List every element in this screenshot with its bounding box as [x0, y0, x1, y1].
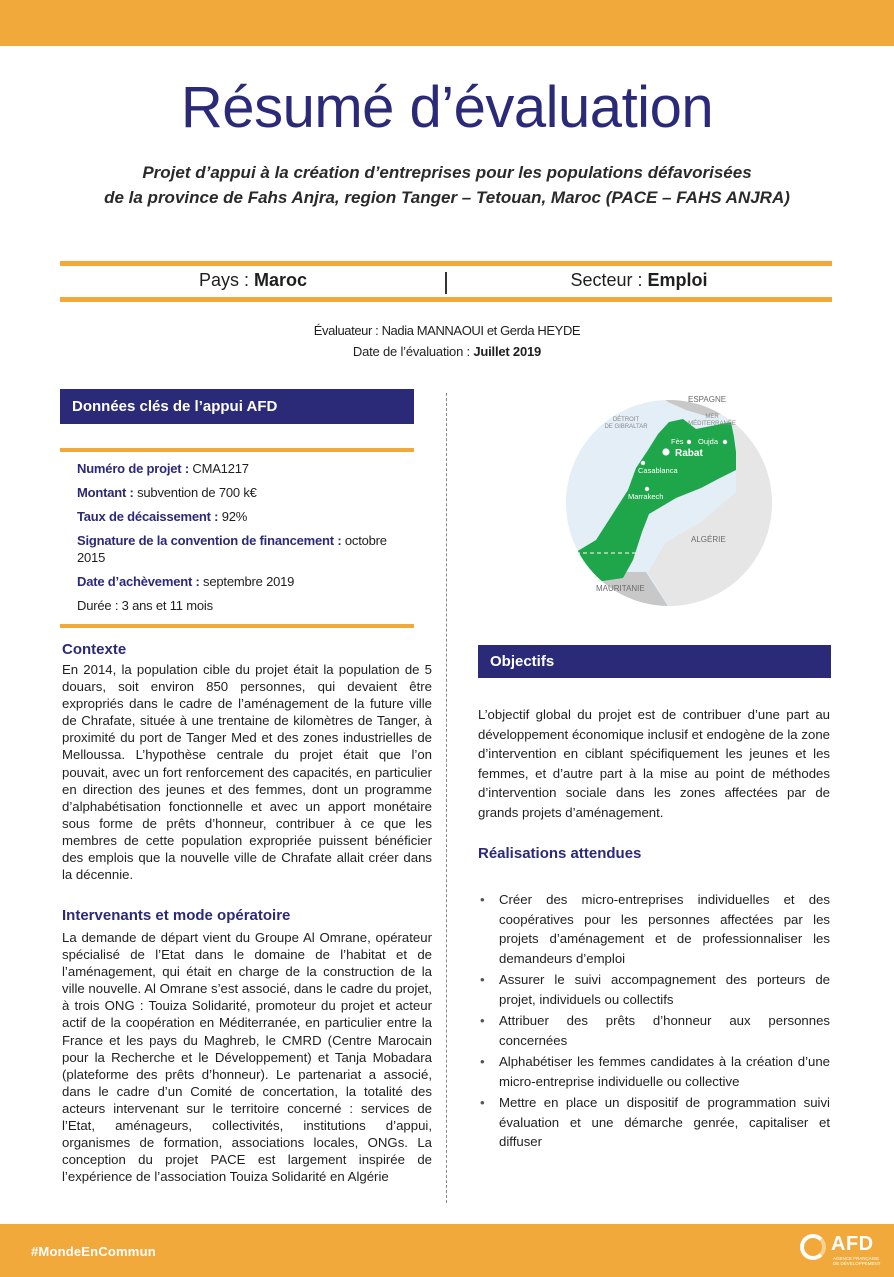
morocco-map [536, 372, 802, 634]
key-data-list [77, 460, 397, 621]
objectives-text: L’objectif global du projet est de contribuer d’une part au développement économique inclusif et endogène de la zone d’intervention en ciblant spécifiquement les jeunes et les femmes, et d’autre part à la mise au point de méthodes d’intervention sociale dans les zones affectées par de grands projets d’aménagement. [478, 707, 830, 820]
meta-rule-bottom [60, 297, 832, 302]
column-separator [446, 393, 447, 1203]
sector-label: Secteur : [570, 270, 648, 290]
page-title: Résumé d’évaluation [180, 75, 714, 140]
results-list [478, 890, 830, 1154]
map-label-detroit-1: DÉTROIT [612, 417, 640, 423]
key-data-value: subvention de 700 k€ [137, 485, 257, 500]
list-item: • Créer des micro-entreprises individuelles et des coopératives pour les personnes affectées par les projets d’aménagement et de professionnaliser les demandeurs d’emploi [478, 890, 830, 968]
key-data-value: 92% [221, 509, 248, 524]
map-label-rabat: Rabat [675, 448, 703, 459]
subtitle-line-1: Projet d’appui à la création d’entreprises pour les populations défavorisées [142, 163, 752, 182]
map-label-detroit-2: DE GIBRALTAR [604, 424, 648, 430]
map-label-mer-2: MÉDITERRANÉE [688, 421, 736, 427]
meta-rule-top [60, 261, 832, 266]
key-data-rule-top [60, 448, 414, 452]
key-data-key: Date d’achèvement : [77, 574, 204, 589]
results-heading: Réalisations attendues [478, 845, 642, 862]
key-data-value: CMA1217 [192, 461, 249, 476]
map-label-espagne: ESPAGNE [688, 395, 727, 404]
map-label-oujda: Oujda [698, 437, 719, 446]
map-label-marrakech: Marrakech [628, 492, 664, 501]
city-dot-rabat [662, 448, 669, 455]
list-item: • Alphabétiser les femmes candidates à la création d’une micro-entreprise individuelle ou collective [478, 1052, 830, 1091]
key-data-row [77, 597, 397, 614]
objectives-header: Objectifs [478, 645, 831, 678]
key-data-header: Données clés de l’appui AFD [60, 389, 414, 424]
key-data-key: Signature de la convention de financement : [77, 533, 345, 548]
map-label-casablanca: Casablanca [638, 466, 678, 475]
list-item: • Attribuer des prêts d’honneur aux personnes concernées [478, 1011, 830, 1050]
context-heading: Contexte [62, 641, 127, 658]
footer-hashtag: #MondeEnCommun [31, 1244, 156, 1259]
map-label-algerie: ALGÉRIE [691, 535, 726, 544]
key-data-key: Taux de décaissement : [77, 509, 222, 524]
country-label: Pays : [198, 270, 254, 290]
country-value: Maroc [254, 270, 308, 290]
key-data-rule-bottom [60, 624, 414, 628]
key-data-key: Numéro de projet : [77, 461, 193, 476]
key-data-row [77, 532, 397, 566]
actors-heading: Intervenants et mode opératoire [62, 907, 291, 924]
top-banner [0, 0, 894, 46]
evaluation-date-label: Date de l’évaluation : [352, 344, 474, 359]
key-data-row [77, 573, 397, 590]
sector-field [446, 270, 832, 291]
actors-text: La demande de départ vient du Groupe Al Omrane, opérateur spécialisé de l’Etat dans le domaine de l’habitat et de l’aménagement, qui était en charge de la construction de la ville nouvelle. Al Omrane s’est associé, dans le cadre du projet, à trois ONG : Touiza Solidarité, promoteur du projet et acteur actif de la coopération en Méditerranée, en particulier entre la France et les pays du Maghreb, le CMRD (Centre Marocain pour la Recherche et le Développement) et Tanja Mobadara (plateforme des prêts d’honneur). Le partenariat a associé, dans le cadre d’un Comité de concertation, la totalité des acteurs intervenant sur le territoire concerné : services de l’Etat, aménageurs, collectivités, institutions d’appui, organismes de formation, associations locales, ONGs. La conception du projet PACE est largement inspirée de l’expérience de l’association Touiza Solidarité en Algérie [62, 930, 432, 1185]
map-label-mauritanie: MAURITANIE [596, 584, 645, 593]
country-field [60, 270, 446, 291]
key-data-value: octobre 2015 [77, 533, 387, 565]
sector-value: Emploi [647, 270, 708, 290]
city-dot-marrakech [645, 487, 649, 491]
key-data-row [77, 460, 397, 477]
list-item: • Mettre en place un dispositif de programmation suivi évaluation et une démarche genrée, capitaliser et diffuser [478, 1093, 830, 1152]
key-data-value: Durée : 3 ans et 11 mois [77, 598, 213, 613]
context-text: En 2014, la population cible du projet était la population de 5 douars, soit environ 850 personnes, qui devaient être expropriés dans le cadre de l’aménagement de la future ville de Chrafate, située à une trentaine de kilomètres de Tanger, à proximité du port de Tanger Med et des zones industrielles de Melloussa. L’hypothèse centrale du projet était que l’on pouvait, avec un fort renforcement des capacités, en particulier en direction des jeunes et des femmes, dont un programme d’alphabétisation fonctionnelle et avec un apport monétaire sous forme de prêts d’honneur, contribuer à ce que les membres de cette population expropriée puissent bénéficier des emplois que la nouvelle ville de Chrafate allait créer dans la décennie. [62, 662, 432, 883]
evaluation-date-line [0, 344, 894, 359]
city-dot-oujda [723, 440, 727, 444]
evaluation-date-value: Juillet 2019 [473, 344, 542, 359]
city-dot-casablanca [641, 461, 645, 465]
map-label-fes: Fès [671, 437, 684, 446]
list-item: • Assurer le suivi accompagnement des porteurs de projet, individuels ou collectifs [478, 970, 830, 1009]
project-subtitle [40, 160, 854, 210]
map-label-mer-1: MER [705, 414, 719, 420]
city-dot-fes [687, 440, 691, 444]
evaluator-line: Évaluateur : Nadia MANNAOUI et Gerda HEYDE [313, 323, 581, 338]
afd-logo-icon [800, 1234, 826, 1260]
afd-logo-text: AFD [831, 1233, 874, 1255]
key-data-key: Montant : [77, 485, 138, 500]
subtitle-line-2: de la province de Fahs Anjra, region Tanger – Tetouan, Maroc (PACE – FAHS ANJRA) [104, 188, 790, 207]
key-data-row [77, 484, 397, 501]
key-data-value: septembre 2019 [203, 574, 295, 589]
afd-logo-subtext: AGENCE FRANÇAISE DE DÉVELOPPEMENT [833, 1256, 881, 1266]
key-data-row [77, 508, 397, 525]
